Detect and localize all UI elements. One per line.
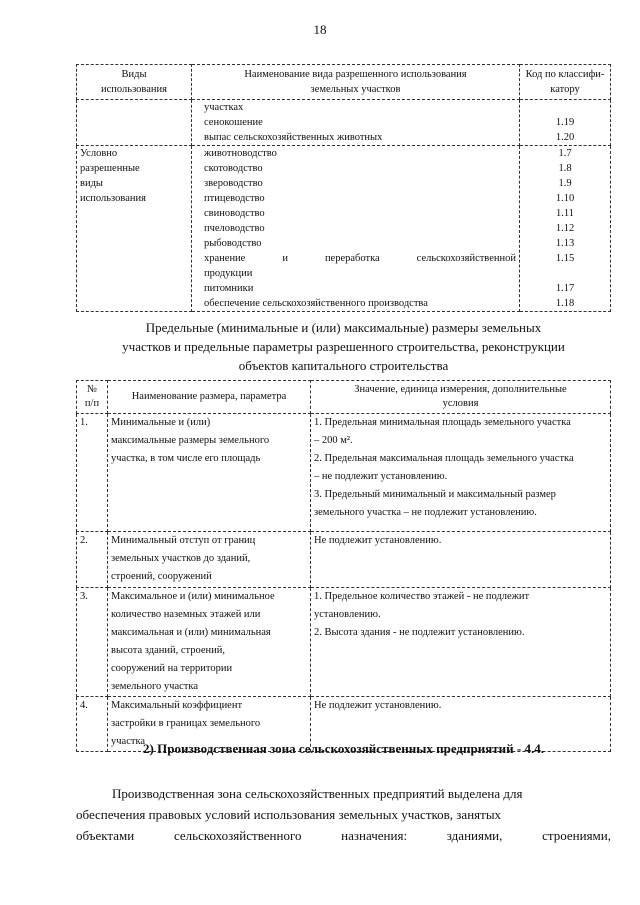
use-code: 1.18: [555, 298, 575, 309]
parameter-name: Максимальный коэффициент: [111, 700, 243, 711]
use-name: участках: [204, 102, 244, 113]
parameter-value: – не подлежит установлению.: [314, 471, 448, 482]
parameter-value: 1. Предельное количество этажей - не подлежит: [314, 591, 530, 602]
zone-title: 2) Производственная зона сельскохозяйственных предприятий - 4.4.: [143, 741, 544, 756]
group-label: виды: [80, 178, 103, 189]
use-name-storage: [204, 251, 516, 266]
paragraph-line: [76, 825, 611, 846]
use-code: 1.9: [558, 178, 572, 189]
parameter-name: участка, в том числе его площадь: [111, 453, 261, 464]
parameter-name: максимальная и (или) минимальная: [111, 627, 271, 638]
parameter-value-cell: [311, 532, 611, 588]
header-number: [77, 381, 108, 414]
use-name: обеспечение сельскохозяйственного производства: [204, 298, 428, 309]
parameter-value-cell: [311, 414, 611, 532]
use-name: сенокошение: [204, 117, 263, 128]
parameter-value: 1. Предельная минимальная площадь земельного участка: [314, 417, 571, 428]
land-use-table: [76, 64, 611, 312]
parameter-name: земельных участков до зданий,: [111, 553, 251, 564]
use-code-blank: [523, 266, 607, 281]
parameter-value: – 200 м².: [314, 435, 353, 446]
word: зданиями,: [446, 828, 503, 843]
table-row: [77, 100, 611, 146]
header-use-name: [192, 65, 520, 100]
parameter-value: 3. Предельный минимальный и максимальный размер: [314, 489, 556, 500]
parameters-table: [76, 380, 611, 752]
parameters-table-header: [77, 381, 611, 414]
land-use-table-header: [77, 65, 611, 100]
header-parameter-name: [108, 381, 311, 414]
use-code: [523, 100, 607, 115]
use-code: 1.20: [555, 132, 575, 143]
table-row: [77, 414, 611, 532]
parameter-name: строений, сооружений: [111, 571, 212, 582]
section-title-line: участков и предельные параметры разрешенного строительства, реконструкции: [122, 339, 565, 354]
codes-cell: [520, 100, 611, 146]
word: строениями,: [542, 828, 611, 843]
parameter-name: земельного участка: [111, 681, 198, 692]
parameter-name: Минимальный отступ от границ: [111, 535, 256, 546]
parameter-name: количество наземных этажей или: [111, 609, 261, 620]
header-value: [311, 381, 611, 414]
use-name: рыбоводство: [204, 238, 262, 249]
use-code: 1.12: [555, 223, 575, 234]
use-name: скотоводство: [204, 163, 263, 174]
use-name: животноводство: [204, 148, 277, 159]
paragraph-line: обеспечения правовых условий использования земельных участков, занятых: [76, 807, 502, 822]
parameter-value: Не подлежит установлению.: [314, 535, 442, 546]
section-title: [76, 318, 611, 375]
parameter-name: сооружений на территории: [111, 663, 233, 674]
row-number: 2.: [77, 532, 108, 588]
parameter-name: Минимальные и (или): [111, 417, 211, 428]
table-row: [77, 146, 611, 312]
header-code: [520, 65, 611, 100]
row-number: 4.: [77, 697, 108, 752]
use-name: питомники: [204, 283, 254, 294]
empty-cell: [77, 100, 192, 146]
parameter-value: Не подлежит установлению.: [314, 700, 442, 711]
group-label-cell: [77, 146, 192, 312]
parameter-name: участка: [111, 736, 146, 747]
header-text: Наименование размера, параметра: [131, 391, 287, 402]
use-code: 1.17: [555, 283, 575, 294]
parameter-value: 2. Предельная максимальная площадь земельного участка: [314, 453, 574, 464]
use-name: выпас сельскохозяйственных животных: [204, 132, 383, 143]
word: назначения:: [341, 828, 408, 843]
header-text: Значение, единица измерения, дополнительные: [354, 384, 567, 395]
paragraph-line: Производственная зона сельскохозяйственных предприятий выделена для: [112, 786, 523, 801]
header-use-types: [77, 65, 192, 100]
use-name: продукции: [204, 268, 253, 279]
header-text: п/п: [84, 398, 100, 409]
use-code: 1.15: [555, 253, 575, 264]
parameter-value: установлению.: [314, 609, 381, 620]
use-name: звероводство: [204, 178, 263, 189]
header-text: Код по классифи-: [525, 69, 605, 80]
header-text: №: [86, 384, 98, 395]
parameter-name: высота зданий, строений,: [111, 645, 226, 656]
row-number: 1.: [77, 414, 108, 532]
parameter-name-cell: [108, 414, 311, 532]
parameter-name: застройки в границах земельного: [111, 718, 261, 729]
table-row: [77, 588, 611, 697]
group-label: использования: [80, 193, 146, 204]
table-row: [77, 532, 611, 588]
use-name: пчеловодство: [204, 223, 265, 234]
parameter-value: 2. Высота здания - не подлежит установлению.: [314, 627, 525, 638]
header-text: Виды: [121, 69, 147, 80]
header-text: земельных участков: [310, 84, 401, 95]
word: сельскохозяйственной: [416, 253, 516, 264]
use-names-cell: [192, 146, 520, 312]
use-names-cell: [192, 100, 520, 146]
header-text: условия: [442, 398, 479, 409]
header-text: катору: [550, 84, 580, 95]
parameter-name-cell: [108, 532, 311, 588]
use-code: 1.10: [555, 193, 575, 204]
use-name: птицеводство: [204, 193, 265, 204]
zone-description: [76, 783, 611, 846]
word: хранение: [204, 253, 246, 264]
use-code: 1.11: [556, 208, 574, 219]
group-label: Условно: [80, 148, 118, 159]
group-label: разрешенные: [80, 163, 140, 174]
word: сельскохозяйственного: [173, 828, 302, 843]
parameter-value: земельного участка – не подлежит установлению.: [314, 507, 537, 518]
use-code: 1.19: [555, 117, 575, 128]
use-code: 1.13: [555, 238, 575, 249]
word: переработка: [324, 253, 380, 264]
codes-cell: [520, 146, 611, 312]
parameter-name-cell: [108, 588, 311, 697]
use-code: 1.8: [558, 163, 572, 174]
use-code: 1.7: [558, 148, 572, 159]
word: и: [282, 253, 288, 264]
row-number: 3.: [77, 588, 108, 697]
page-number: 18: [313, 22, 327, 37]
parameter-value-cell: [311, 588, 611, 697]
parameter-name: максимальные размеры земельного: [111, 435, 270, 446]
word: объектами: [76, 828, 135, 843]
header-text: Наименование вида разрешенного использования: [244, 69, 467, 80]
header-text: использования: [101, 84, 167, 95]
parameter-name: Максимальное и (или) минимальное: [111, 591, 275, 602]
section-title-line: объектов капитального строительства: [238, 358, 449, 373]
section-title-line: Предельные (минимальные и (или) максимальные) размеры земельных: [145, 320, 542, 335]
use-name: свиноводство: [204, 208, 265, 219]
